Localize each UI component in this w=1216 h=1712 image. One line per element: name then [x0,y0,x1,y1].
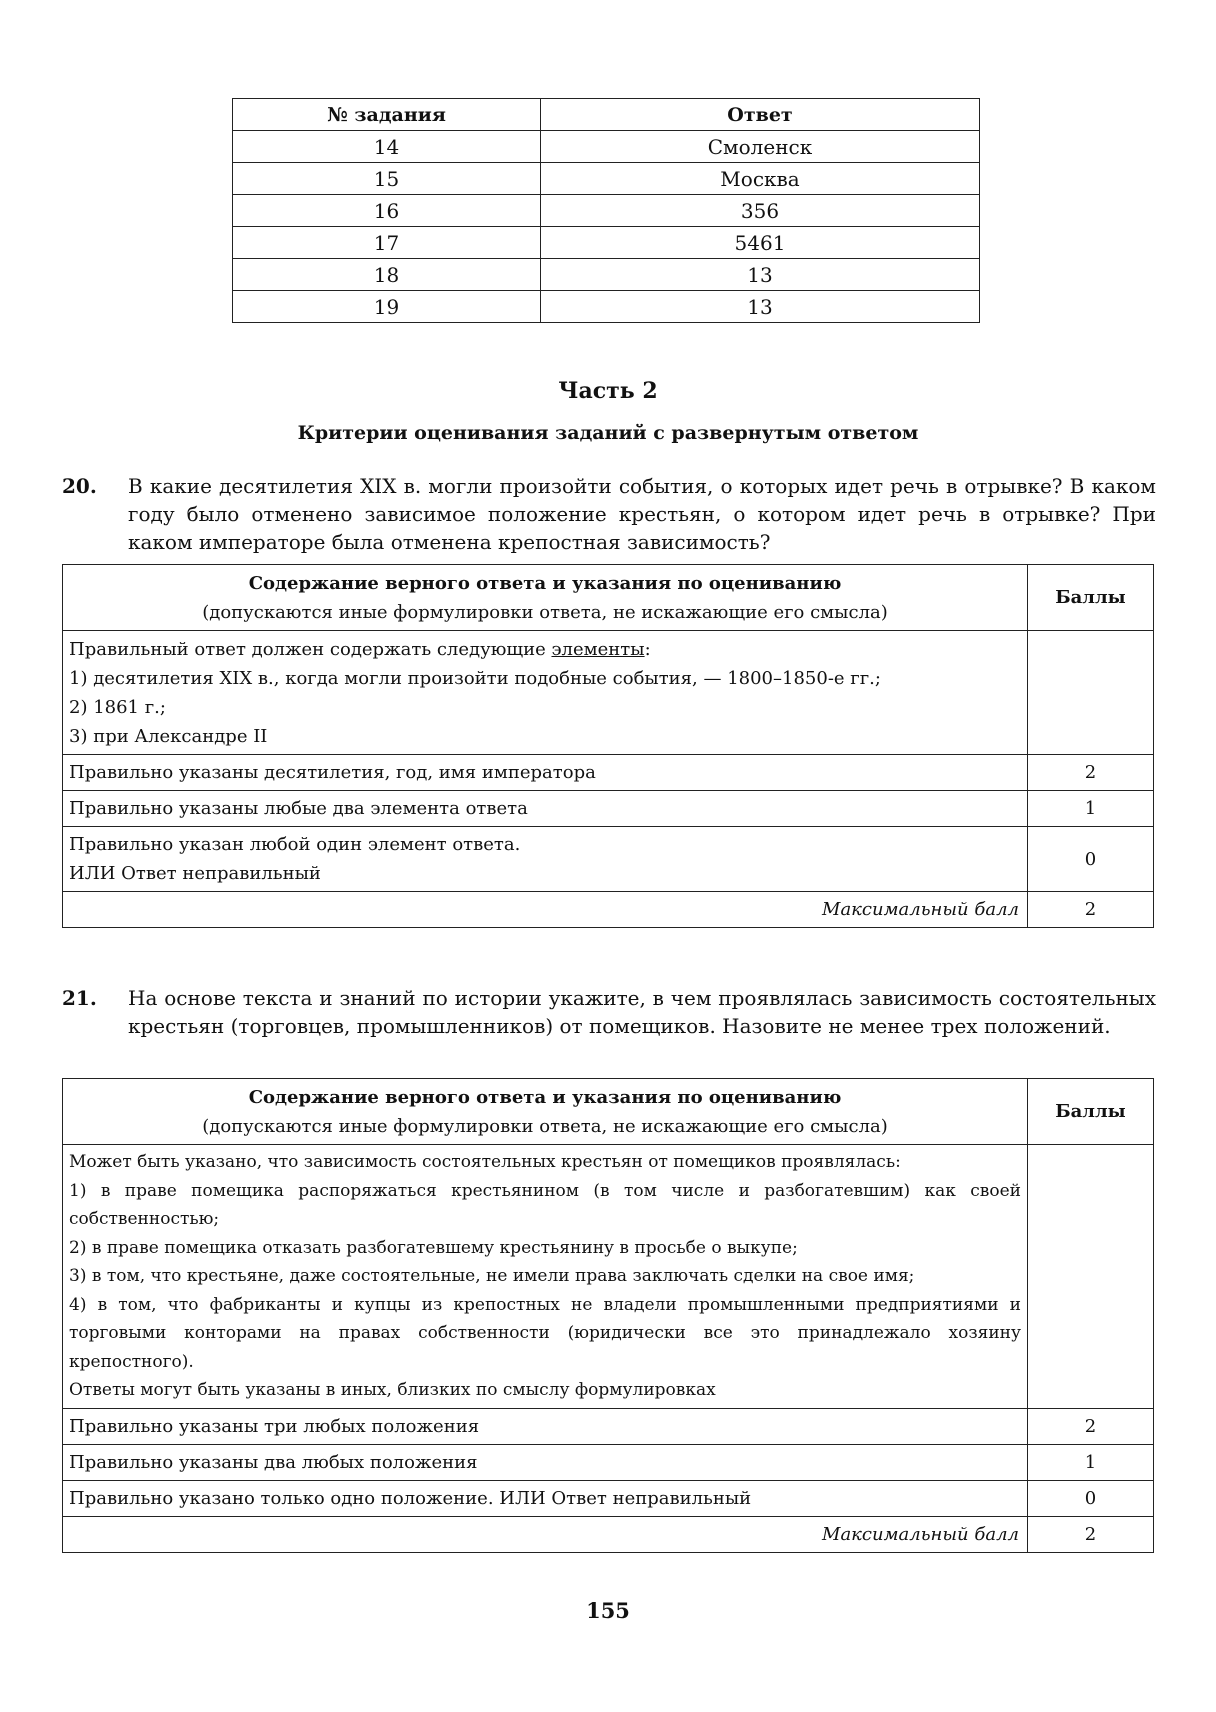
content-note: Ответы могут быть указаны в иных, близких по смыслу формулировках [69,1380,716,1400]
task-number: 15 [233,163,541,195]
criteria-points: 1 [1028,1444,1154,1480]
task-number: 19 [233,291,541,323]
criteria-table-20 [62,564,1154,928]
max-score-value: 2 [1028,892,1154,928]
part-title: Часть 2 [558,378,658,404]
criteria-points: 0 [1028,827,1154,892]
content-item: 4) в том, что фабриканты и купцы из крепостных не владели промышленными предприятиями и торговыми конторами на правах собственности (юридически все это принадлежало хозяину крепостного). [69,1294,1021,1372]
task-answer: 13 [541,259,980,291]
question-text: В какие десятилетия XIX в. могли произойти события, о которых идет речь в отрывке? В каком году было отменено зависимое положение крестьян, о котором идет речь в отрывке? При каком императоре была отменена крепостная зависимость? [128,474,1156,554]
task-number: 17 [233,227,541,259]
table-row [233,195,980,227]
content-item: 2) 1861 г.; [69,696,166,718]
header-main: Содержание верного ответа и указания по оцениванию [248,1086,842,1108]
max-score-value: 2 [1028,1516,1154,1552]
points-empty [1028,631,1154,755]
part-subtitle: Критерии оценивания заданий с развернутым ответом [297,422,919,444]
header-content [63,1079,1028,1145]
answer-table [232,98,980,323]
criteria-points: 2 [1028,755,1154,791]
max-score-label: Максимальный балл [63,1516,1028,1552]
question-text: На основе текста и знаний по истории укажите, в чем проявлялась зависимость состоятельных крестьян (торговцев, промышленников) от помещиков. Назовите не менее трех положений. [128,986,1156,1038]
task-answer: Смоленск [541,131,980,163]
question-number: 21. [62,986,97,1010]
task-answer: 5461 [541,227,980,259]
max-score-row [63,1516,1154,1552]
content-item: 3) при Александре II [69,725,268,747]
criteria-points: 0 [1028,1480,1154,1516]
answer-table-header [233,99,980,131]
answer-content-row [63,631,1154,755]
criteria-row [63,791,1154,827]
content-item: 2) в праве помещика отказать разбогатевшему крестьянину в просьбе о выкупе; [69,1237,798,1258]
answer-content [63,631,1028,755]
question-21 [62,984,1156,1040]
criteria-row [63,1480,1154,1516]
points-empty [1028,1145,1154,1409]
criteria-row [63,827,1154,892]
question-20 [62,472,1156,556]
criteria-text: Правильно указаны три любых положения [63,1408,1028,1444]
table-row [233,163,980,195]
criteria-text: Правильно указаны два любых положения [63,1444,1028,1480]
table-row [233,291,980,323]
header-sub: (допускаются иные формулировки ответа, не искажающие его смысла) [202,601,888,623]
content-item: 1) в праве помещика распоряжаться крестьянином (в том числе и разбогатевшим) как своей собственностью; [69,1180,1021,1229]
max-score-label: Максимальный балл [63,892,1028,928]
header-points: Баллы [1028,565,1154,631]
criteria-row [63,755,1154,791]
criteria-text: Правильно указаны любые два элемента ответа [63,791,1028,827]
criteria-points: 1 [1028,791,1154,827]
task-number: 18 [233,259,541,291]
question-number: 20. [62,474,97,498]
criteria-text: Правильно указано только одно положение. ИЛИ Ответ неправильный [63,1480,1028,1516]
header-content [63,565,1028,631]
answer-content [63,1145,1028,1409]
criteria-row [63,1408,1154,1444]
criteria-table-21 [62,1078,1154,1553]
criteria-header [63,565,1154,631]
table-row [233,259,980,291]
table-row [233,131,980,163]
criteria-points: 2 [1028,1408,1154,1444]
table-row [233,227,980,259]
criteria-text: Правильно указан любой один элемент ответа. ИЛИ Ответ неправильный [63,827,1028,892]
page-number: 155 [586,1598,630,1623]
content-item: 3) в том, что крестьяне, даже состоятельные, не имели права заключать сделки на свое имя; [69,1266,915,1286]
criteria-header [63,1079,1154,1145]
header-main: Содержание верного ответа и указания по оцениванию [248,572,842,594]
criteria-row [63,1444,1154,1480]
task-answer: Москва [541,163,980,195]
content-intro: Может быть указано, что зависимость состоятельных крестьян от помещиков проявлялась: [69,1152,901,1172]
task-number: 14 [233,131,541,163]
header-answer: Ответ [541,99,980,131]
answer-content-row [63,1145,1154,1409]
content-item: 1) десятилетия XIX в., когда могли произойти подобные события, — 1800–1850-е гг.; [69,667,881,689]
content-intro: Правильный ответ должен содержать следующие элементы: [69,638,651,660]
header-points: Баллы [1028,1079,1154,1145]
task-answer: 356 [541,195,980,227]
criteria-text: Правильно указаны десятилетия, год, имя императора [63,755,1028,791]
header-sub: (допускаются иные формулировки ответа, не искажающие его смысла) [202,1115,888,1137]
task-answer: 13 [541,291,980,323]
header-task-number: № задания [233,99,541,131]
max-score-row [63,892,1154,928]
task-number: 16 [233,195,541,227]
